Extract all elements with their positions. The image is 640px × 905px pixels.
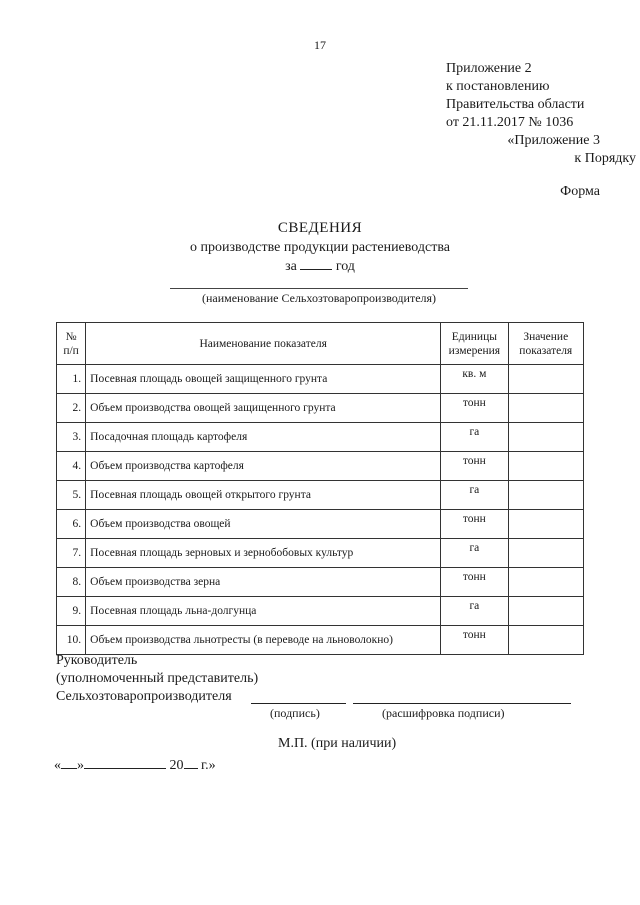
appendix-line: Приложение 2 — [446, 61, 532, 76]
table-row — [57, 452, 584, 481]
row-unit: тонн — [441, 568, 508, 597]
row-value-cell[interactable] — [508, 452, 583, 481]
period-blank — [300, 257, 332, 270]
org-caption: (наименование Сельхозтоваропроизводителя) — [201, 291, 437, 305]
table-row — [57, 568, 584, 597]
row-num: 1. — [57, 365, 86, 394]
row-value-cell[interactable] — [508, 365, 583, 394]
row-unit: га — [441, 597, 508, 626]
table-header-row — [57, 323, 584, 365]
row-value-cell[interactable] — [508, 510, 583, 539]
row-name: Посевная площадь овощей защищенного грунта — [86, 365, 441, 394]
table-row — [57, 626, 584, 655]
row-unit: тонн — [441, 452, 508, 481]
row-unit: га — [441, 423, 508, 452]
doc-subtitle: о производстве продукции растениеводства — [190, 240, 450, 255]
header-num: № п/п — [57, 323, 86, 365]
date-close-quote: » — [77, 758, 84, 773]
signatory-representative: (уполномоченный представитель) — [56, 671, 259, 686]
stamp-place: М.П. (при наличии) — [278, 736, 397, 751]
indicators-table — [56, 322, 584, 655]
date-year-blank[interactable] — [184, 756, 198, 769]
row-unit: кв. м — [441, 365, 508, 394]
row-num: 5. — [57, 481, 86, 510]
row-name: Посевная площадь льна-долгунца — [86, 597, 441, 626]
row-name: Объем производства зерна — [86, 568, 441, 597]
date-month-blank[interactable] — [84, 756, 166, 769]
row-name: Объем производства овощей — [86, 510, 441, 539]
header-unit: Единицы измерения — [441, 323, 508, 365]
row-name: Объем производства овощей защищенного грунта — [86, 394, 441, 423]
row-num: 3. — [57, 423, 86, 452]
row-name: Посевная площадь зерновых и зернобобовых культур — [86, 539, 441, 568]
form-label: Форма — [560, 184, 600, 199]
row-unit: тонн — [441, 626, 508, 655]
row-name: Объем производства льнотресты (в переводе на льноволокно) — [86, 626, 441, 655]
table-row — [57, 539, 584, 568]
date-day-blank[interactable] — [61, 756, 77, 769]
header-value: Значение показателя — [508, 323, 583, 365]
row-unit: тонн — [441, 394, 508, 423]
doc-title: СВЕДЕНИЯ — [277, 220, 363, 236]
signature-decode-line[interactable] — [353, 703, 571, 704]
date-year-prefix: 20 — [169, 758, 184, 773]
date-open-quote: « — [54, 758, 61, 773]
table-row — [57, 365, 584, 394]
header-name: Наименование показателя — [86, 323, 441, 365]
appendix-block — [446, 60, 636, 168]
row-value-cell[interactable] — [508, 539, 583, 568]
row-value-cell[interactable] — [508, 626, 583, 655]
appendix-line: от 21.11.2017 № 1036 — [446, 115, 574, 130]
appendix-sub-line: к Порядку — [574, 151, 636, 166]
signatory-producer: Сельхозтоваропроизводителя — [56, 689, 232, 704]
row-num: 7. — [57, 539, 86, 568]
org-name-line — [170, 288, 468, 289]
date-line — [54, 756, 216, 774]
row-value-cell[interactable] — [508, 394, 583, 423]
row-name: Посевная площадь овощей открытого грунта — [86, 481, 441, 510]
row-unit: га — [441, 481, 508, 510]
row-name: Объем производства картофеля — [86, 452, 441, 481]
appendix-line: к постановлению — [446, 79, 550, 94]
row-num: 6. — [57, 510, 86, 539]
row-num: 4. — [57, 452, 86, 481]
row-unit: тонн — [441, 510, 508, 539]
row-value-cell[interactable] — [508, 597, 583, 626]
row-unit: га — [441, 539, 508, 568]
row-num: 2. — [57, 394, 86, 423]
page-number: 17 — [314, 38, 326, 52]
signature-caption: (подпись) — [270, 706, 320, 720]
row-name: Посадочная площадь картофеля — [86, 423, 441, 452]
table-row — [57, 597, 584, 626]
table-row — [57, 510, 584, 539]
period-suffix: год — [335, 259, 355, 274]
date-year-suffix: г.» — [201, 758, 216, 773]
row-num: 9. — [57, 597, 86, 626]
appendix-sub-line: «Приложение 3 — [507, 133, 600, 148]
table-row — [57, 394, 584, 423]
row-num: 10. — [57, 626, 86, 655]
appendix-line: Правительства области — [446, 97, 585, 112]
signatory-title: Руководитель — [56, 653, 138, 668]
table-row — [57, 423, 584, 452]
signature-line[interactable] — [251, 703, 346, 704]
row-num: 8. — [57, 568, 86, 597]
doc-period — [0, 257, 640, 276]
period-prefix: за — [285, 259, 297, 274]
table-row — [57, 481, 584, 510]
row-value-cell[interactable] — [508, 423, 583, 452]
signature-decode-caption: (расшифровка подписи) — [382, 706, 505, 720]
row-value-cell[interactable] — [508, 568, 583, 597]
row-value-cell[interactable] — [508, 481, 583, 510]
